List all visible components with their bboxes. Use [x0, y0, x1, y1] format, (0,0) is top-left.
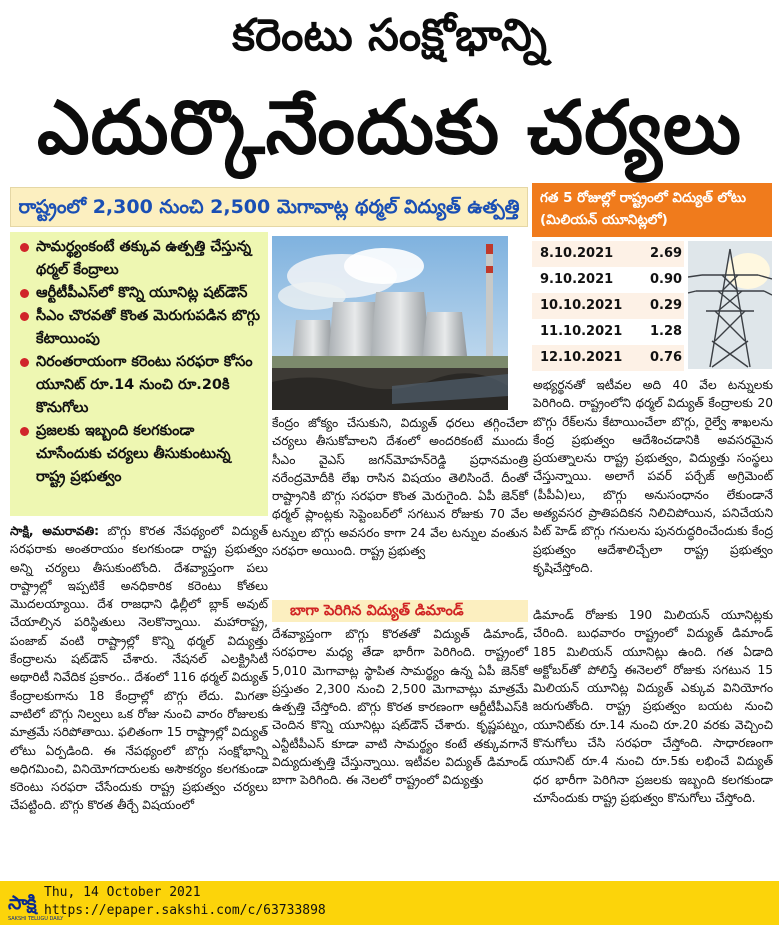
power-deficit-table	[532, 183, 772, 371]
highlights-box	[10, 232, 268, 516]
cooling-towers-illustration	[272, 236, 508, 410]
highlight-item: నిరంతరాయంగా కరెంటు సరఫరా కోసం యూనిట్‌ రూ.14 నుంచి రూ.20కి కొనుగోలు	[18, 351, 262, 420]
deficit-table-title: గత 5 రోజుల్లో రాష్ట్రంలో విద్యుత్‌ లోటు (మిలియన్‌ యూనిట్లలో)	[532, 183, 772, 237]
deficit-value: 0.29	[650, 298, 683, 313]
article-column-1-text: బొగ్గు కొరత నేపథ్యంలో విద్యుత్‌ సరఫరాకు అంతరాయం కలగకుండా రాష్ట్ర ప్రభుత్వం అన్ని చర్యలు తీసుకుంటోంది. దేశవ్యాప్తంగా పలు రాష్ట్రాల్లో ఇప్పటికే అనధికారిక కరెంటు కోతలు మొదలయ్యాయి. దేశ రాజధాని ఢిల్లీలో బ్లాక్‌ అవుట్‌ చేయాల్సిన పరిస్థితులు నెలకొన్నాయి. మహారాష్ట్ర, పంజాబ్‌ వంటి రాష్ట్రాల్లో కొన్ని థర్మల్‌ విద్యుత్తు కేంద్రాలను షట్‌డౌన్‌ చేశారు. నేషనల్‌ ఎలక్ట్రిసిటీ అథారిటీ నివేదిక ప్రకారం.. దేశంలో 116 థర్మల్‌ విద్యుత్‌ కేంద్రాలకుగాను 18 కేంద్రాల్లో బొగ్గు లేదు. మిగతా వాటిలో బొగ్గు నిల్వలు ఒక రోజు నుంచి వారం రోజులకు మాత్రమే సరిపోతాయి. ఫలితంగా 15 రాష్ట్రాల్లో విద్యుత్‌ లోటు ఏర్పడింది. ఈ నేపథ్యంలో బొగ్గు సంక్షోభాన్ని అధిగమించి, వినియోగదారులకు అసౌకర్యం కలగకుండా కరెంటు సరఫరా చేసేందుకు రాష్ట్ర ప్రభుత్వం చర్యలు చేపట్టింది. బొగ్గు కొరత తీర్చే విషయంలో	[10, 524, 268, 813]
article-column-1	[10, 522, 268, 866]
power-plant-photo	[272, 236, 508, 410]
table-row	[532, 345, 684, 371]
article-column-3: అభ్యర్థనతో ఇటీవల అది 40 వేల టన్నులకు పెరిగింది. రాష్ట్రంలోని థర్మల్‌ విద్యుత్‌ కేంద్రాలకు 20 బొగ్గు రేక్‌లను కేటాయించేలా బొగ్గు, రైల్వే శాఖలను కేంద్ర ప్రభుత్వం ఆదేశించడానికి అవసరమైన ప్రయత్నాలను రాష్ట్ర ప్రభుత్వం, విద్యుత్తు సంస్థలు చేస్తున్నాయి. అలాగే పవర్‌ పర్చేజ్‌ అగ్రిమెంట్‌ (పీపీఏ)లు, బొగ్గు అనుసంధానం లేకుండానే అత్యవసర ప్రాతిపదికన నిలిచిపోయిన, పనిచేయని పిట్‌ హెడ్‌ బొగ్గు గనులను పునరుద్ధరించేందుకు కేంద్ర ప్రభుత్వం ఆదేశాలిచ్చేలా రాష్ట్ర ప్రభుత్వం కృషిచేస్తోంది.	[533, 378, 773, 575]
deficit-value: 1.28	[650, 324, 683, 339]
headline-line-1: కరెంటు సంక్షోభాన్ని	[232, 10, 547, 61]
deficit-value: 0.90	[650, 272, 683, 287]
logo-subtitle: SAKSHI TELUGU DAILY	[8, 916, 64, 922]
deficit-date: 10.10.2021	[540, 298, 623, 313]
section-heading-band	[272, 600, 528, 622]
table-row	[532, 241, 684, 267]
highlight-item: సామర్థ్యంకంటే తక్కువ ఉత్పత్తి చేస్తున్న థర్మల్‌ కేంద్రాలు	[18, 236, 262, 282]
deficit-date: 9.10.2021	[540, 272, 614, 287]
sakshi-logo	[4, 884, 64, 922]
deficit-date: 11.10.2021	[540, 324, 623, 339]
edition-date: Thu, 14 October 2021	[44, 885, 201, 900]
table-row	[532, 293, 684, 319]
section-heading: బాగా పెరిగిన విద్యుత్‌ డిమాండ్‌	[290, 603, 464, 619]
subheadline-band	[10, 187, 528, 227]
article-dateline: సాక్షి, అమరావతి:	[10, 524, 100, 538]
transmission-tower-icon	[688, 241, 772, 369]
article-column-5: డిమాండ్‌ రోజుకు 190 మిలియన్‌ యూనిట్లకు చేరింది. బుధవారం రాష్ట్రంలో విద్యుత్‌ డిమాండ్‌ 185 మిలియన్‌ యూనిట్లు ఉంది. గత ఏడాది అక్టోబర్‌తో పోలిస్తే ఈనెలలో రోజుకు సగటున 15 మిలియన్‌ యూనిట్ల విద్యుత్‌ ఎక్కువ వినియోగం జరుగుతోంది. రాష్ట్ర ప్రభుత్వం బయట నుంచి యూనిట్‌కు రూ.14 నుంచి రూ.20 వరకు వెచ్చించి కొనుగోలు చేసి సరఫరా చేస్తోంది. సాధారణంగా యూనిట్‌ రూ.4 నుంచి రూ.5కు లభించే విద్యుత్‌ ధర భారీగా పెరిగినా ప్రజలకు ఇబ్బంది కలగకుండా చూసేందుకు రాష్ట్ర ప్రభుత్వం కొనుగోలు చేస్తోంది.	[533, 608, 773, 805]
article-column-4: దేశవ్యాప్తంగా బొగ్గు కొరతతో విద్యుత్‌ డిమాండ్‌, సరఫరాల మధ్య తేడా భారీగా పెరిగింది. రాష్ట్రంలో 5,010 మెగావాట్ల స్థాపిత సామర్థ్యం ఉన్న ఏపీ జెన్‌కో ప్రస్తుతం 2,300 నుంచి 2,500 మెగావాట్లు మాత్రమే ఉత్పత్తి చేస్తోంది. బొగ్గు కొరత కారణంగా ఆర్టీటీపీఎస్‌కి చెందిన కొన్ని యూనిట్లు షట్‌డౌన్‌ చేశారు. కృష్ణపట్నం, ఎన్టీటీపీఎస్‌ కూడా వాటి సామర్థ్యం కంటే తక్కువగానే విద్యుదుత్పత్తి చేస్తున్నాయి. ఇటీవల విద్యుత్‌ డిమాండ్‌ బాగా పెరిగింది. ఈ నెలలో రాష్ట్రంలో విద్యుత్తు	[272, 627, 528, 788]
footer-bar	[0, 881, 779, 925]
logo-text: సాక్షి	[8, 892, 36, 914]
deficit-value: 0.76	[650, 350, 683, 365]
deficit-value: 2.69	[650, 246, 683, 261]
headline-line-2: ఎదుర్కొనేందుకు చర్యలు	[36, 85, 743, 171]
highlight-item: ఆర్టీటీపీఎస్‌లో కొన్ని యూనిట్ల షట్‌డౌన్‌	[18, 282, 262, 305]
table-row	[532, 319, 684, 345]
deficit-date: 12.10.2021	[540, 350, 623, 365]
deficit-date: 8.10.2021	[540, 246, 614, 261]
highlight-item: ప్రజలకు ఇబ్బంది కలగకుండా చూసేందుకు చర్యలు తీసుకుంటున్న రాష్ట్ర ప్రభుత్వం	[18, 420, 262, 489]
subheadline: రాష్ట్రంలో 2,300 నుంచి 2,500 మెగావాట్ల థర్మల్‌ విద్యుత్‌ ఉత్పత్తి	[18, 196, 520, 218]
article-column-2: కేంద్రం జోక్యం చేసుకుని, విద్యుత్‌ ధరలు తగ్గించేలా చర్యలు తీసుకోవాలని దేశంలో అందరికంటే ముందు సీఎం వైఎస్‌ జగన్‌మోహన్‌రెడ్డి ప్రధానమంత్రి నరేంద్రమోదీకి లేఖ రాసిన విషయం తెలిసిందే. దీంతో రాష్ట్రానికి బొగ్గు సరఫరా కొంత మెరుగైంది. ఏపీ జెన్‌కో థర్మల్‌ ప్లాంట్లకు సెప్టెంబర్‌లో సగటున రోజుకు 70 వేల టన్నుల బొగ్గు అవసరం కాగా 24 వేల టన్నుల వంతున సరఫరా అయింది. రాష్ట్ర ప్రభుత్వ	[272, 416, 528, 559]
epaper-url[interactable]: https://epaper.sakshi.com/c/63733898	[44, 903, 326, 918]
highlight-item: సీఎం చొరవతో కొంత మెరుగుపడిన బొగ్గు కేటాయింపు	[18, 305, 262, 351]
table-row	[532, 267, 684, 293]
